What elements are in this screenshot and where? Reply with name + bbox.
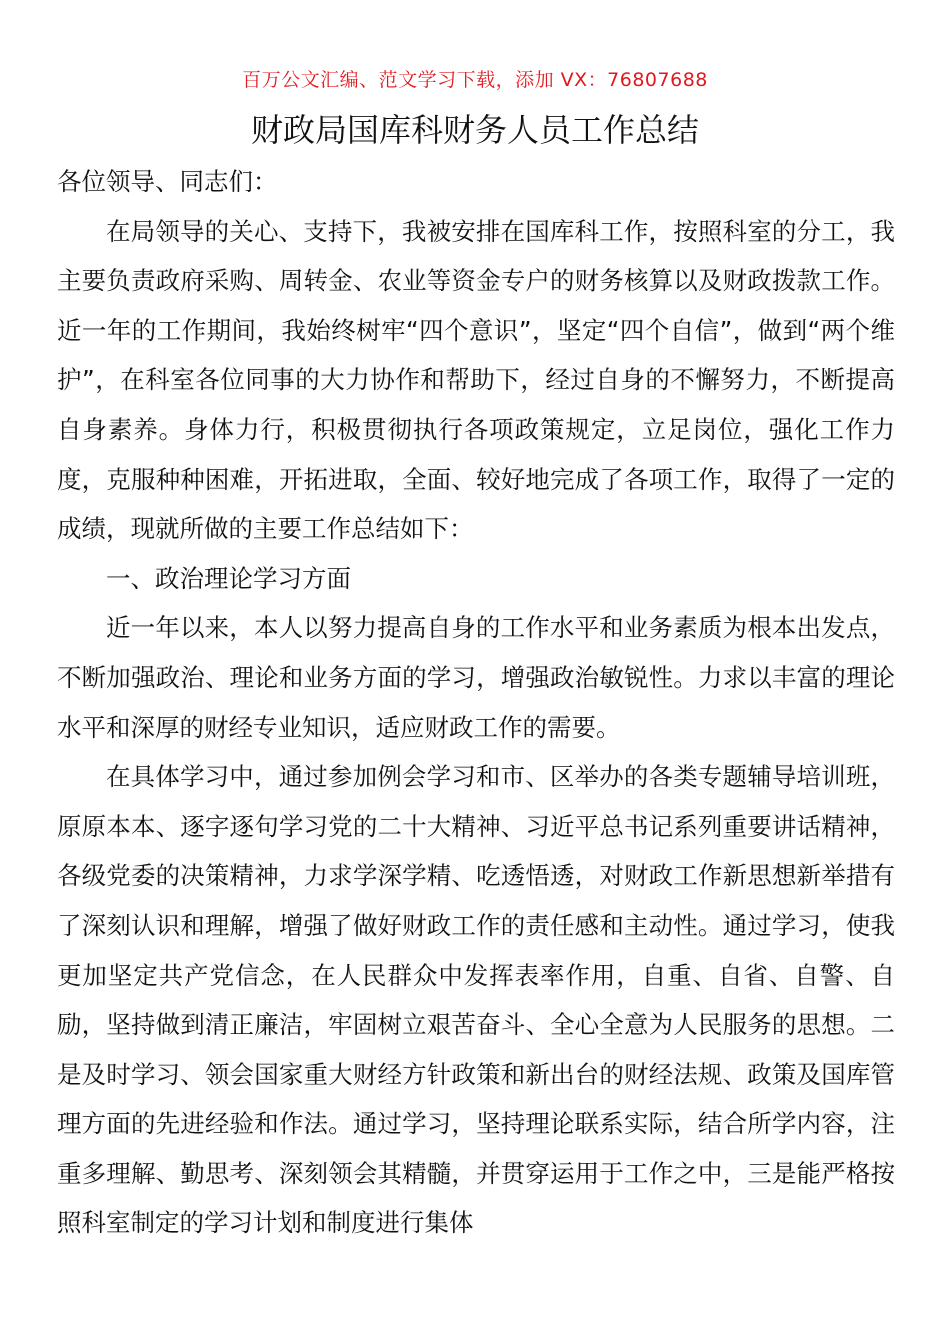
- section-heading-political-study: 一、政治理论学习方面: [106, 563, 351, 593]
- watermark-header: 百万公文汇编、范文学习下载，添加 VX：76807688: [242, 69, 708, 91]
- document-title: 财政局国库科财务人员工作总结: [250, 111, 699, 149]
- document-body: [57, 157, 895, 1248]
- salutation: 各位领导、同志们：: [57, 167, 278, 196]
- paragraph-study-overview: 近一年以来，本人以努力提高自身的工作水平和业务素质为根本出发点，不断加强政治、理论和业务方面的学习，增强政治敏锐性。力求以丰富的理论水平和深厚的财经专业知识，适应财政工作的需要。: [57, 613, 895, 742]
- paragraph-study-details: 在具体学习中，通过参加例会学习和市、区举办的各类专题辅导培训班，原原本本、逐字逐句学习党的二十大精神、习近平总书记系列重要讲话精神，各级党委的决策精神，力求学深学精、吃透悟透，对财政工作新思想新举措有了深刻认识和理解，增强了做好财政工作的责任感和主动性。通过学习，使我更加坚定共产党信念，在人民群众中发挥表率作用，自重、自省、自警、自励，坚持做到清正廉洁，牢固树立艰苦奋斗、全心全意为人民服务的思想。二是及时学习、领会国家重大财经方针政策和新出台的财经法规、政策及国库管理方面的先进经验和作法。通过学习，坚持理论联系实际，结合所学内容，注重多理解、勤思考、深刻领会其精髓，并贯穿运用于工作之中，三是能严格按照科室制定的学习计划和制度进行集体: [57, 762, 895, 1238]
- paragraph-intro: 在局领导的关心、支持下，我被安排在国库科工作，按照科室的分工，我主要负责政府采购、周转金、农业等资金专户的财务核算以及财政拨款工作。近一年的工作期间，我始终树牢“四个意识”，坚定“四个自信”，做到“两个维护”，在科室各位同事的大力协作和帮助下，经过自身的不懈努力，不断提高自身素养。身体力行，积极贯彻执行各项政策规定，立足岗位，强化工作力度，克服种种困难，开拓进取，全面、较好地完成了各项工作，取得了一定的成绩，现就所做的主要工作总结如下：: [57, 216, 895, 544]
